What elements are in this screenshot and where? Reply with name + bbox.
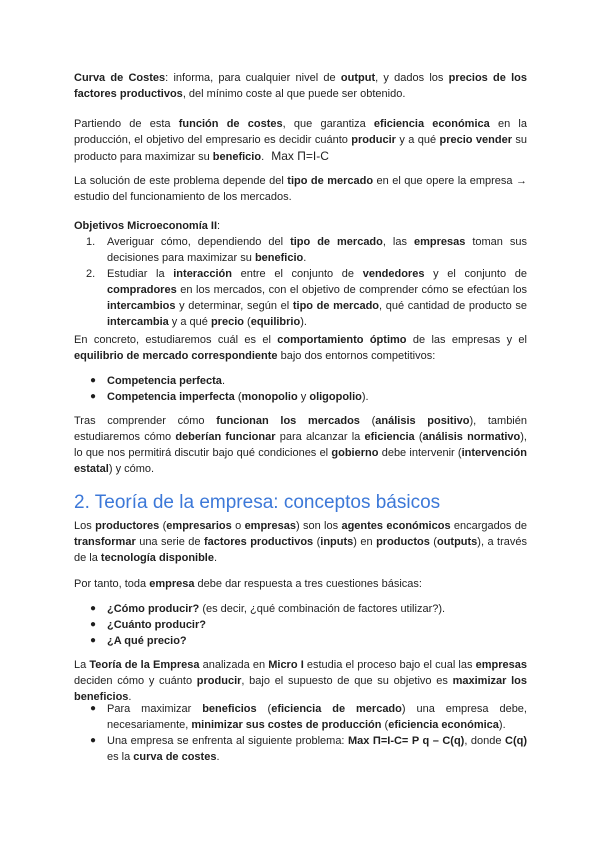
list-item: ● Una empresa se enfrenta al siguiente problema: Max Π=I-C= P q – C(q), donde C(q) es la curva de costes. (90, 735, 527, 763)
paragraph-productores: Los productores (empresarios o empresas) son los agentes económicos encargados de transformar una serie de factores productivos (inputs) en productos (outputs), a través de la tecnología disponible. (74, 520, 527, 564)
list-item: 1. Averiguar cómo, dependiendo del tipo de mercado, las empresas toman sus decisiones para maximizar su beneficio. (86, 236, 527, 264)
bullet-icon: ● (90, 735, 97, 746)
cuestiones-list (74, 601, 527, 649)
list-item: ● Competencia perfecta. (90, 375, 225, 387)
paragraph-funcion-costes: Partiendo de esta función de costes, que garantiza eficiencia económica en la producción, el objetivo del empresario es decidir cuánto producir y a qué precio vender su producto para maximizar su beneficio. Max Π=I-C (74, 118, 528, 163)
list-item: ● ¿A qué precio? (90, 635, 187, 647)
entornos-list (74, 373, 527, 405)
paragraph-analisis: Tras comprender cómo funcionan los mercados (análisis positivo), también estudiaremos cómo deberían funcionar para alcanzar la eficiencia (análisis normativo), lo que nos permitirá discutir bajo qué condiciones el gobierno debe intervenir (intervención estatal) y cómo. (74, 415, 527, 475)
objetivos-heading: Objetivos Microeconomía II: (74, 220, 221, 232)
paragraph-curva-costes: Curva de Costes: informa, para cualquier nivel de output, y dados los precios de los factores productivos, del mínimo coste al que puede ser obtenido. (74, 72, 527, 100)
paragraph-comportamiento: En concreto, estudiaremos cuál es el comportamiento óptimo de las empresas y el equilibrio de mercado correspondiente bajo dos entornos competitivos: (74, 334, 527, 362)
list-item: ● Para maximizar beneficios (eficiencia de mercado) una empresa debe, necesariamente, minimizar sus costes de producción (eficiencia económica). (90, 703, 527, 731)
list-item: 2. Estudiar la interacción entre el conjunto de vendedores y el conjunto de compradores en los mercados, con el objetivo de comprender cómo se efectúan los intercambios y determinar, según el tipo de mercado, qué cantidad de producto se intercambia y a qué precio (equilibrio). (86, 268, 527, 328)
maximizar-list (74, 701, 527, 765)
list-item: ● ¿Cuánto producir? (90, 619, 206, 631)
paragraph-cuestiones: Por tanto, toda empresa debe dar respuesta a tres cuestiones básicas: (74, 578, 422, 590)
objetivos-list (74, 234, 527, 330)
bullet-icon: ● (90, 635, 97, 646)
paragraph-teoria-empresa: La Teoría de la Empresa analizada en Micro I estudia el proceso bajo el cual las empresas deciden cómo y cuánto producir, bajo el supuesto de que su objetivo es maximizar los beneficios. (74, 659, 528, 703)
term-curva-costes: Curva de Costes (74, 72, 166, 84)
list-item: ● ¿Cómo producir? (es decir, ¿qué combinación de factores utilizar?). (90, 603, 446, 615)
section-heading: 2. Teoría de la empresa: conceptos básicos (74, 492, 441, 513)
bullet-icon: ● (90, 603, 97, 614)
paragraph-tipo-mercado: La solución de este problema depende del tipo de mercado en el que opere la empresa → estudio del funcionamiento de los mercados. (74, 175, 528, 203)
list-item: ● Competencia imperfecta (monopolio y oligopolio). (90, 391, 369, 403)
bullet-icon: ● (90, 703, 97, 714)
bullet-icon: ● (90, 619, 97, 630)
formula-max-beneficio: Max Π=I-C (271, 149, 329, 163)
bullet-icon: ● (90, 391, 97, 402)
bullet-icon: ● (90, 375, 97, 386)
